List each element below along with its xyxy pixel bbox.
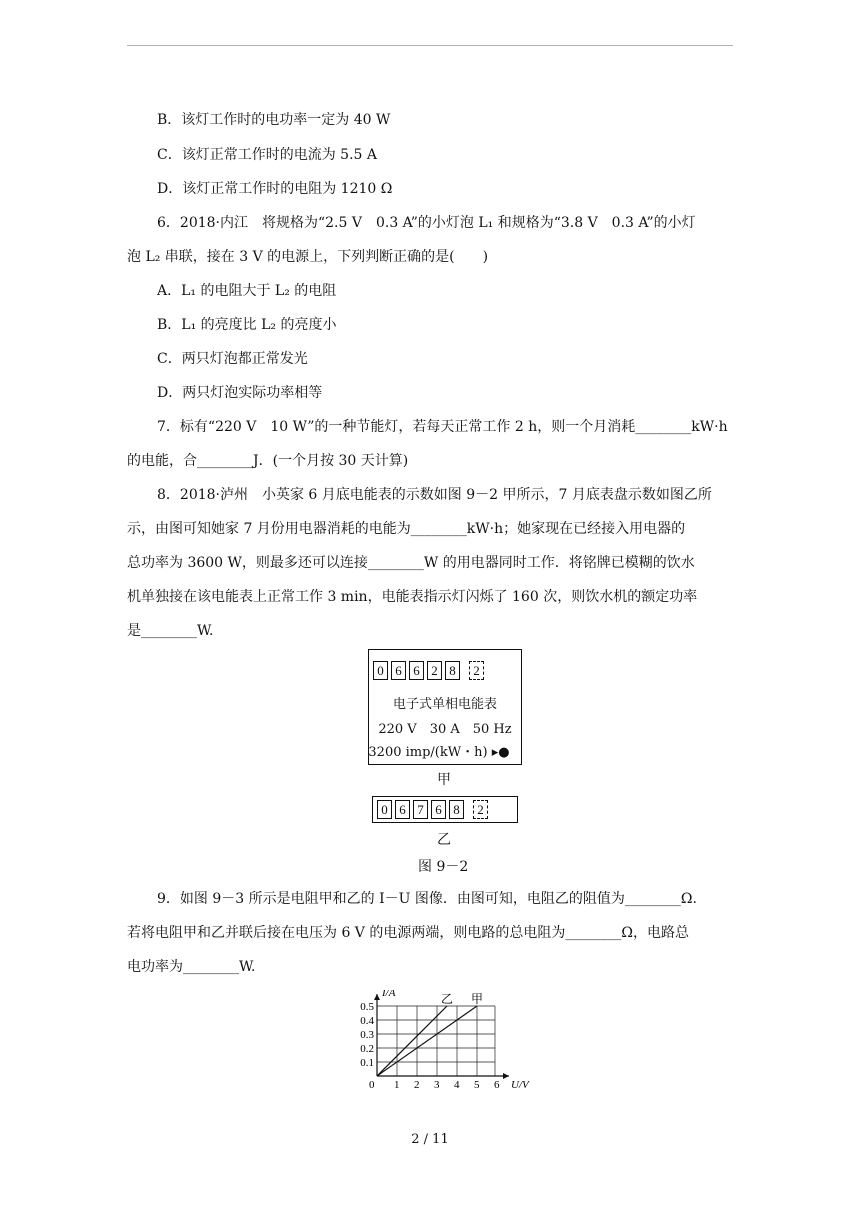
- y-tick-label: 0.1: [360, 1057, 374, 1069]
- option-b-q5: B．该灯工作时的电功率一定为 40 W: [157, 112, 391, 128]
- meter-digit: 8: [445, 661, 460, 680]
- question-7-line-1: 7．标有“220 V 10 W”的一种节能灯，若每天正常工作 2 h，则一个月消耗________kW·h: [157, 419, 728, 435]
- meter-digit: 8: [449, 800, 464, 819]
- question-8-line-4: 机单独接在该电能表上正常工作 3 min，电能表指示灯闪烁了 160 次，则饮水机的额定功率: [127, 589, 698, 605]
- x-axis-label: U/V: [511, 1079, 529, 1090]
- figure-caption: 图 9－2: [418, 859, 469, 875]
- energy-meter-jia: [368, 649, 522, 765]
- series-line: [377, 1006, 447, 1076]
- y-tick-label: 0.4: [360, 1015, 374, 1027]
- x-tick-label: 3: [434, 1079, 440, 1090]
- series-label: 乙: [441, 992, 454, 1006]
- meter-digit: 6: [431, 800, 446, 819]
- x-tick-label: 4: [454, 1079, 460, 1090]
- meter-digit: 6: [395, 800, 410, 819]
- meter-impulse: [363, 741, 515, 760]
- iu-chart: [340, 990, 550, 1090]
- option-c-q5: C．该灯正常工作时的电流为 5.5 A: [157, 147, 377, 163]
- meter-digits-jia: [373, 661, 484, 680]
- meter-digit: 2: [427, 661, 442, 680]
- question-9-line-2: 若将电阻甲和乙并联后接在电压为 6 V 的电源两端，则电路的总电阻为________Ω，电路总: [127, 925, 689, 941]
- question-9-line-3: 电功率为________W.: [127, 959, 256, 975]
- page-number: 2 / 11: [411, 1132, 449, 1147]
- y-axis-arrow: [374, 994, 380, 1000]
- option-c-q6: C．两只灯泡都正常发光: [157, 351, 308, 367]
- label-jia: 甲: [437, 772, 451, 788]
- meter-impulse-text: 3200 imp/(kW・h): [368, 745, 488, 760]
- meter-digit: 7: [413, 800, 428, 819]
- question-7-line-2: 的电能，合________J．(一个月按 30 天计算): [127, 453, 409, 469]
- question-8-line-1: 8．2018·泸州 小英家 6 月底电能表的示数如图 9－2 甲所示，7 月底表盘示数如图乙所: [157, 487, 712, 503]
- energy-meter-yi: [372, 796, 518, 823]
- question-9-line-1: 9．如图 9－3 所示是电阻甲和乙的 I－U 图像．由图可知，电阻乙的阻值为________Ω.: [157, 891, 697, 907]
- meter-digit: 6: [391, 661, 406, 680]
- meter-digit: 6: [409, 661, 424, 680]
- question-8-line-3: 总功率为 3600 W，则最多还可以连接________W 的用电器同时工作．将铭牌已模糊的饮水: [127, 555, 695, 571]
- meter-decimal-digit: 2: [473, 800, 488, 819]
- meter-name: 电子式单相电能表: [392, 697, 497, 712]
- x-tick-label: 2: [414, 1079, 420, 1090]
- x-tick-label: 5: [474, 1079, 480, 1090]
- question-6-line-1: 6．2018·内江 将规格为“2.5 V 0.3 A”的小灯泡 L₁ 和规格为“3.8 V 0.3 A”的小灯: [157, 215, 696, 231]
- label-yi: 乙: [437, 832, 451, 848]
- option-b-q6: B．L₁ 的亮度比 L₂ 的亮度小: [157, 317, 337, 333]
- series-label: 甲: [471, 992, 484, 1006]
- question-8-line-5: 是________W.: [127, 623, 214, 639]
- y-tick-label: 0.3: [360, 1029, 374, 1041]
- header-rule: [127, 45, 733, 46]
- x-tick-label: 6: [494, 1079, 500, 1090]
- y-tick-label: 0.2: [360, 1043, 374, 1055]
- x-axis-arrow: [503, 1073, 509, 1079]
- meter-digits-yi: [377, 800, 488, 819]
- x-tick-label: 0: [369, 1079, 375, 1090]
- option-d-q5: D．该灯正常工作时的电阻为 1210 Ω: [157, 181, 393, 197]
- meter-digit: 0: [373, 661, 388, 680]
- y-tick-label: 0.5: [360, 1001, 374, 1013]
- meter-digit: 0: [377, 800, 392, 819]
- y-axis-label: I/A: [382, 990, 396, 999]
- question-6-line-2: 泡 L₂ 串联，接在 3 V 的电源上，下列判断正确的是( ): [127, 249, 489, 265]
- x-tick-label: 1: [394, 1079, 400, 1090]
- meter-decimal-digit: 2: [469, 661, 484, 680]
- indicator-light-icon: ▸●: [487, 745, 510, 760]
- option-a-q6: A．L₁ 的电阻大于 L₂ 的电阻: [157, 283, 337, 299]
- series-line: [377, 1006, 477, 1076]
- meter-specs: 220 V 30 A 50 Hz: [378, 722, 512, 737]
- option-d-q6: D．两只灯泡实际功率相等: [157, 385, 323, 401]
- question-8-line-2: 示，由图可知她家 7 月份用电器消耗的电能为________kW·h；她家现在已经接入用电器的: [127, 521, 686, 537]
